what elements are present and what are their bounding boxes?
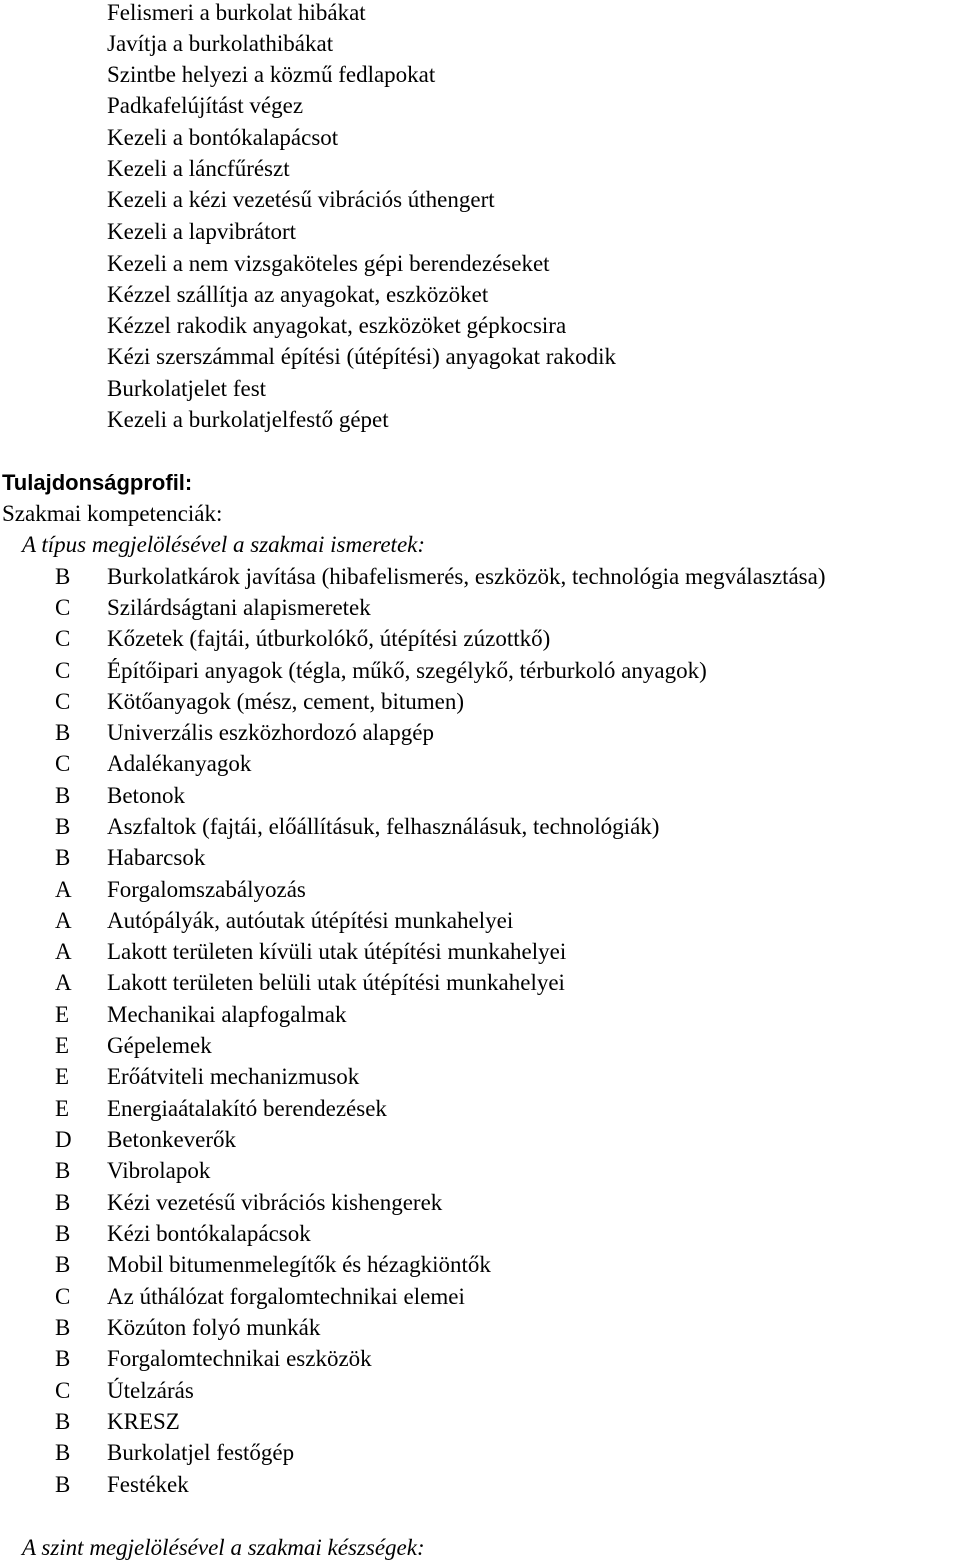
type-letter: D xyxy=(55,1127,72,1152)
type-letter: B xyxy=(55,814,71,839)
task-item: Kézzel szállítja az anyagokat, eszközöket xyxy=(107,282,489,307)
task-item: Kezeli a bontókalapácsot xyxy=(107,125,339,150)
knowledge-text: Betonok xyxy=(107,783,185,808)
knowledge-text: Energiaátalakító berendezések xyxy=(107,1096,387,1121)
knowledge-text: Aszfaltok (fajtái, előállításuk, felhasználásuk, technológiák) xyxy=(107,814,660,839)
type-letter: B xyxy=(55,783,71,808)
knowledge-intro: A típus megjelölésével a szakmai ismeretek: xyxy=(22,532,426,557)
knowledge-text: Vibrolapok xyxy=(107,1158,211,1183)
task-item: Kezeli a burkolatjelfestő gépet xyxy=(107,407,389,432)
knowledge-text: Forgalomtechnikai eszközök xyxy=(107,1346,372,1371)
type-letter: A xyxy=(55,970,72,995)
task-item: Szintbe helyezi a közmű fedlapokat xyxy=(107,62,436,87)
type-letter: C xyxy=(55,689,71,714)
knowledge-text: Forgalomszabályozás xyxy=(107,877,306,902)
task-item: Kezeli a lapvibrátort xyxy=(107,219,297,244)
type-letter: B xyxy=(55,720,71,745)
knowledge-text: Festékek xyxy=(107,1472,189,1497)
knowledge-text: Az úthálózat forgalomtechnikai elemei xyxy=(107,1284,465,1309)
type-letter: B xyxy=(55,1252,71,1277)
section-heading: Tulajdonságprofil: xyxy=(2,470,193,495)
type-letter: B xyxy=(55,1221,71,1246)
knowledge-text: Univerzális eszközhordozó alapgép xyxy=(107,720,434,745)
knowledge-text: Közúton folyó munkák xyxy=(107,1315,321,1340)
type-letter: B xyxy=(55,1158,71,1183)
knowledge-text: Autópályák, autóutak útépítési munkahelyei xyxy=(107,908,514,933)
type-letter: A xyxy=(55,877,72,902)
knowledge-text: Útelzárás xyxy=(107,1378,194,1403)
type-letter: B xyxy=(55,1440,71,1465)
knowledge-text: Lakott területen belüli utak útépítési munkahelyei xyxy=(107,970,565,995)
type-letter: C xyxy=(55,751,71,776)
type-letter: C xyxy=(55,658,71,683)
task-item: Kezeli a láncfűrészt xyxy=(107,156,290,181)
task-item: Felismeri a burkolat hibákat xyxy=(107,0,366,25)
type-letter: E xyxy=(55,1064,70,1089)
type-letter: B xyxy=(55,845,71,870)
knowledge-text: Kézi bontókalapácsok xyxy=(107,1221,311,1246)
type-letter: E xyxy=(55,1096,70,1121)
task-item: Javítja a burkolathibákat xyxy=(107,31,334,56)
task-item: Burkolatjelet fest xyxy=(107,376,267,401)
task-item: Kézzel rakodik anyagokat, eszközöket gépkocsira xyxy=(107,313,567,338)
type-letter: C xyxy=(55,626,71,651)
knowledge-text: Adalékanyagok xyxy=(107,751,252,776)
knowledge-text: Burkolatkárok javítása (hibafelismerés, eszközök, technológia megválasztása) xyxy=(107,564,826,589)
knowledge-text: Habarcsok xyxy=(107,845,206,870)
knowledge-text: Mechanikai alapfogalmak xyxy=(107,1002,347,1027)
type-letter: C xyxy=(55,595,71,620)
knowledge-text: Betonkeverők xyxy=(107,1127,237,1152)
knowledge-text: KRESZ xyxy=(107,1409,180,1434)
knowledge-text: Mobil bitumenmelegítők és hézagkiöntők xyxy=(107,1252,491,1277)
type-letter: A xyxy=(55,939,72,964)
knowledge-text: Szilárdságtani alapismeretek xyxy=(107,595,371,620)
task-item: Kezeli a kézi vezetésű vibrációs úthengert xyxy=(107,187,495,212)
task-item: Kézi szerszámmal építési (útépítési) anyagokat rakodik xyxy=(107,344,616,369)
knowledge-text: Burkolatjel festőgép xyxy=(107,1440,295,1465)
task-item: Kezeli a nem vizsgaköteles gépi berendezéseket xyxy=(107,251,550,276)
type-letter: C xyxy=(55,1284,71,1309)
type-letter: B xyxy=(55,1190,71,1215)
type-letter: B xyxy=(55,1346,71,1371)
skills-intro: A szint megjelölésével a szakmai készségek: xyxy=(22,1535,425,1560)
type-letter: E xyxy=(55,1002,70,1027)
task-item: Padkafelújítást végez xyxy=(107,93,304,118)
type-letter: A xyxy=(55,908,72,933)
knowledge-text: Kötőanyagok (mész, cement, bitumen) xyxy=(107,689,465,714)
knowledge-text: Építőipari anyagok (tégla, műkő, szegélykő, térburkoló anyagok) xyxy=(107,658,707,683)
type-letter: B xyxy=(55,1409,71,1434)
knowledge-text: Kézi vezetésű vibrációs kishengerek xyxy=(107,1190,443,1215)
knowledge-text: Erőátviteli mechanizmusok xyxy=(107,1064,360,1089)
type-letter: B xyxy=(55,1315,71,1340)
knowledge-text: Gépelemek xyxy=(107,1033,212,1058)
section-subheading: Szakmai kompetenciák: xyxy=(2,501,223,526)
type-letter: C xyxy=(55,1378,71,1403)
type-letter: B xyxy=(55,564,71,589)
type-letter: B xyxy=(55,1472,71,1497)
knowledge-text: Lakott területen kívüli utak útépítési munkahelyei xyxy=(107,939,567,964)
knowledge-text: Kőzetek (fajtái, útburkolókő, útépítési zúzottkő) xyxy=(107,626,551,651)
type-letter: E xyxy=(55,1033,70,1058)
